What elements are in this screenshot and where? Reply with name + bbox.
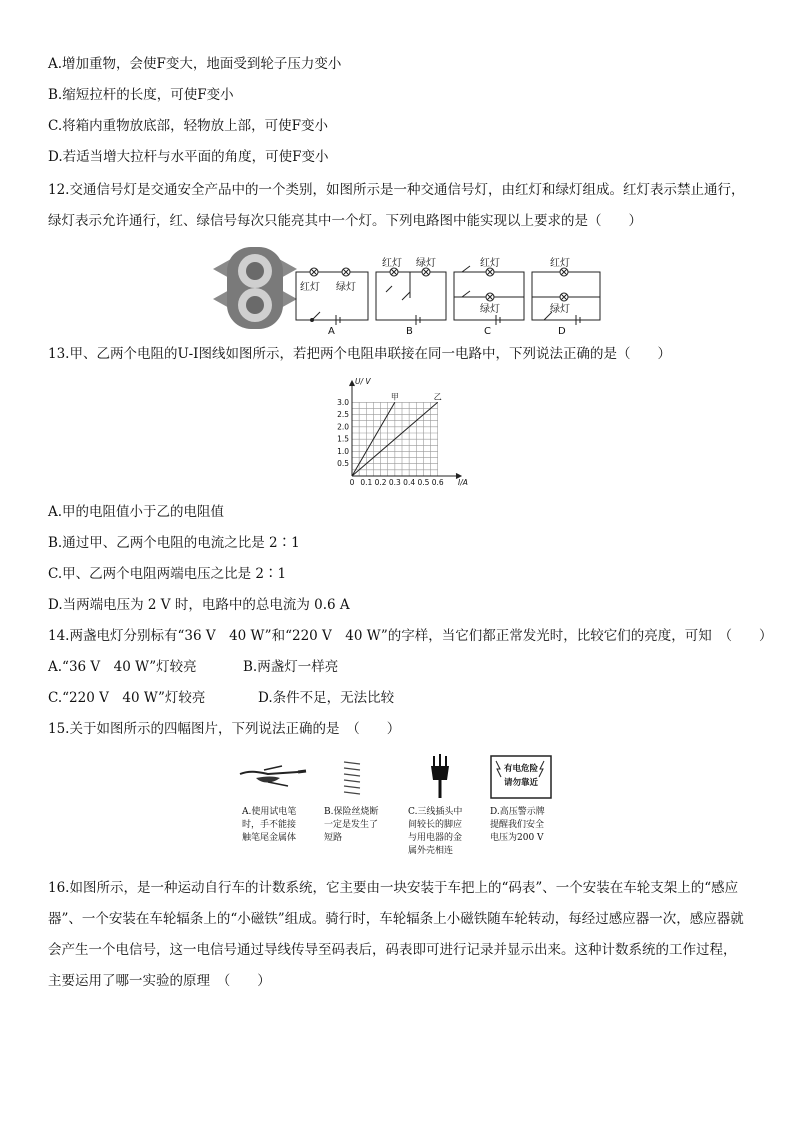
caption-c-1: C.三线插头中 <box>408 807 463 817</box>
q11-option-a: A.增加重物，会使F变大，地面受到轮子压力变小 <box>48 56 342 72</box>
x-tick-label: 0 <box>349 478 355 487</box>
q12-traffic-light-figure <box>205 245 305 331</box>
y-axis-label: U/ V <box>355 377 371 386</box>
caption-c-2: 间较长的脚应 <box>408 820 463 830</box>
q12-stem: 12.交通信号灯是交通安全产品中的一个类别，如图所示是一种交通信号灯，由红灯和绿灯组成。红灯表示禁止通行，绿灯表示允许通行，红、绿信号每次只能亮其中一个灯。下列电路图中能实现以上要求的是（ ） <box>48 182 745 229</box>
y-tick-label: 2.5 <box>337 410 349 420</box>
circuit-b-letter: B <box>406 326 413 336</box>
circuit-c-green-label: 绿灯 <box>480 304 500 315</box>
q14-option-d: D.条件不足，无法比较 <box>258 690 395 706</box>
caption-d-1: D.高压警示牌 <box>490 807 545 817</box>
circuit-a-red-label: 红灯 <box>300 282 320 293</box>
high-voltage-sign-icon <box>490 755 552 799</box>
q16-stem: 16.如图所示，是一种运动自行车的计数系统，它主要由一块安装于车把上的“码表”、一个安装在车轮支架上的“感应器”、一个安装在车轮辐条上的“小磁铁”组成。骑行时，车轮辐条上小磁铁随车轮转动，每经过感应器一次，感应器就会产生一个电信号，这一电信号通过导线传导至码表后，码表即可进行记录并显示出来。这种计数系统的工作过程，主要运用了哪一实验的原理 （ ） <box>48 880 744 989</box>
series-label-甲: 甲 <box>390 392 399 402</box>
caption-a-1: A.使用试电笔 <box>242 807 297 817</box>
test-pen-icon <box>238 756 308 796</box>
fuse-wire-icon <box>340 758 364 798</box>
caption-c-3: 与用电器的金 <box>408 833 463 843</box>
caption-a-3: 触笔尾金属体 <box>242 833 297 843</box>
caption-b-3: 短路 <box>324 833 343 843</box>
q14-option-a: A.“36 V 40 W”灯较亮 <box>48 659 197 675</box>
x-axis-label: I/A <box>458 478 468 487</box>
y-tick-label: 1.5 <box>337 434 349 444</box>
three-pin-plug-icon <box>425 754 455 798</box>
circuit-b-green-label: 绿灯 <box>416 258 436 269</box>
q11-option-d: D.若适当增大拉杆与水平面的角度，可使F变小 <box>48 149 329 165</box>
circuit-c-letter: C <box>484 326 491 336</box>
q11-option-c: C.将箱内重物放底部，轻物放上部，可使F变小 <box>48 118 329 134</box>
y-tick-label: 2.0 <box>337 422 349 432</box>
circuit-c-red-label: 红灯 <box>480 258 500 269</box>
caption-b-2: 一定是发生了 <box>324 820 379 830</box>
q13-ui-graph <box>330 376 470 488</box>
q13-option-a: A.甲的电阻值小于乙的电阻值 <box>48 504 225 520</box>
x-tick-label: 0.1 <box>360 478 373 487</box>
caption-c-4: 属外壳相连 <box>408 846 454 856</box>
caption-d-2: 提醒我们安全 <box>490 820 545 830</box>
circuit-a-green-label: 绿灯 <box>336 282 356 293</box>
x-tick-label: 0.5 <box>417 478 430 487</box>
circuit-d-letter: D <box>558 326 566 336</box>
y-tick-label: 0.5 <box>337 459 349 469</box>
x-tick-label: 0.4 <box>403 478 416 487</box>
x-tick-label: 0.6 <box>431 478 444 487</box>
series-label-乙: 乙 <box>433 392 442 402</box>
sign-line-2: 请勿靠近 <box>503 778 539 788</box>
y-axis-arrow <box>350 381 355 386</box>
q13-option-b: B.通过甲、乙两个电阻的电流之比是 2∶1 <box>48 535 300 551</box>
caption-b-1: B.保险丝烧断 <box>324 807 379 817</box>
y-tick-label: 3.0 <box>337 397 349 407</box>
q11-option-b: B.缩短拉杆的长度，可使F变小 <box>48 87 234 103</box>
circuit-d-red-label: 红灯 <box>550 258 570 269</box>
q13-option-d: D.当两端电压为 2 V 时，电路中的总电流为 0.6 A <box>48 597 350 613</box>
q14-option-c: C.“220 V 40 W”灯较亮 <box>48 690 206 706</box>
caption-a-2: 时，手不能接 <box>242 820 297 830</box>
y-tick-label: 1.0 <box>337 446 349 456</box>
q14-stem: 14.两盏电灯分别标有“36 V 40 W”和“220 V 40 W”的字样，当它们都正常发光时，比较它们的亮度，可知 （ ） <box>48 628 773 644</box>
caption-d-3: 电压为200 V <box>490 833 544 843</box>
q12-circuit-options <box>292 252 604 336</box>
circuit-b-red-label: 红灯 <box>382 258 402 269</box>
circuit-d-green-label: 绿灯 <box>550 304 570 315</box>
q13-stem: 13.甲、乙两个电阻的U-I图线如图所示，若把两个电阻串联接在同一电路中，下列说法正确的是（ ） <box>48 346 672 362</box>
x-tick-label: 0.3 <box>388 478 401 487</box>
q13-option-c: C.甲、乙两个电阻两端电压之比是 2∶1 <box>48 566 287 582</box>
sign-line-1: 有电危险 <box>503 764 539 774</box>
q15-stem: 15.关于如图所示的四幅图片，下列说法正确的是 （ ） <box>48 721 401 737</box>
q14-option-b: B.两盏灯一样亮 <box>243 659 339 675</box>
circuit-a-letter: A <box>328 326 335 336</box>
x-tick-label: 0.2 <box>374 478 387 487</box>
